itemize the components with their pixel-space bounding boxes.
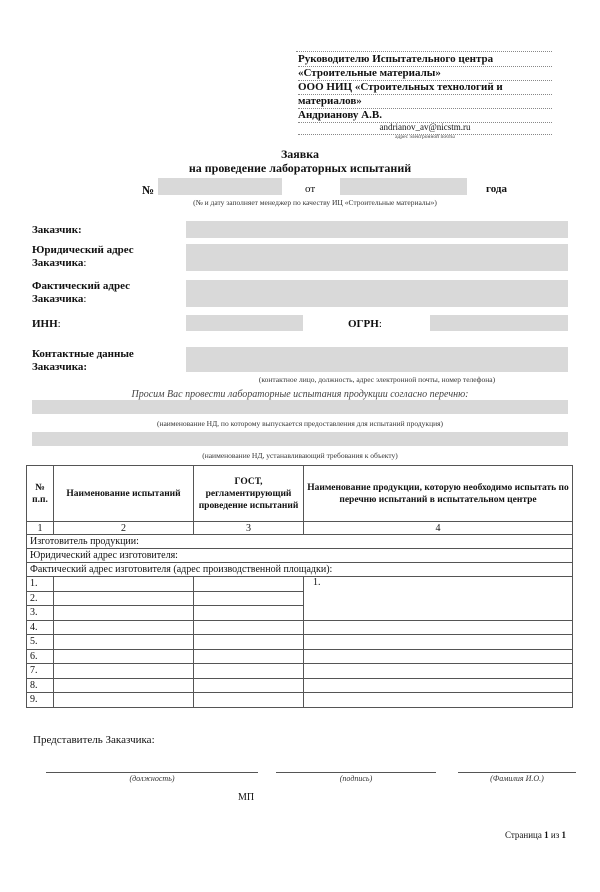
col-number-1: 1 bbox=[27, 522, 54, 535]
inn-label: ИНН: bbox=[32, 318, 61, 330]
addressee-line-2: «Строительные материалы» bbox=[298, 67, 552, 81]
contacts-label-2: Заказчика: bbox=[32, 361, 88, 373]
table-cell-product[interactable] bbox=[304, 678, 573, 693]
number-note: (№ и дату заполняет менеджер по качеству ИЦ «Строительные материалы») bbox=[193, 198, 437, 207]
addressee-line-3: ООО НИЦ «Строительных технологий и bbox=[298, 81, 552, 95]
table-cell-gost[interactable] bbox=[194, 693, 304, 708]
page-number: 1 bbox=[544, 830, 549, 840]
nd-product-field[interactable] bbox=[32, 400, 568, 414]
table-cell-gost[interactable] bbox=[194, 606, 304, 621]
table-cell-test[interactable] bbox=[54, 591, 194, 606]
customer-field[interactable] bbox=[186, 221, 568, 238]
actual-address-label bbox=[32, 280, 130, 306]
legal-address-label-1: Юридический адрес bbox=[32, 244, 134, 256]
table-cell-test[interactable] bbox=[54, 664, 194, 679]
table-row-number: 8. bbox=[27, 678, 54, 693]
table-row-number: 9. bbox=[27, 693, 54, 708]
legal-address-label-2: Заказчика: bbox=[32, 257, 87, 269]
table-cell-gost[interactable] bbox=[194, 678, 304, 693]
page-total: 1 bbox=[561, 830, 566, 840]
table-cell-gost[interactable] bbox=[194, 591, 304, 606]
table-row-number: 1. bbox=[27, 577, 54, 592]
position-caption: (должность) bbox=[129, 774, 175, 783]
contacts-label bbox=[32, 348, 134, 374]
table-cell-product[interactable] bbox=[304, 620, 573, 635]
table-row-number: 2. bbox=[27, 591, 54, 606]
header-gost: ГОСТ, регламентирующий проведение испытаний bbox=[194, 466, 304, 522]
table-cell-product[interactable] bbox=[304, 664, 573, 679]
table-row-number: 5. bbox=[27, 635, 54, 650]
table-cell-product[interactable] bbox=[304, 649, 573, 664]
title-line-2: на проведение лабораторных испытаний bbox=[188, 161, 412, 175]
product-cell[interactable] bbox=[304, 577, 573, 621]
table-cell-product[interactable] bbox=[304, 635, 573, 650]
nd-requirements-field[interactable] bbox=[32, 432, 568, 446]
actual-address-label-1: Фактический адрес bbox=[32, 280, 130, 292]
table-row-number: 6. bbox=[27, 649, 54, 664]
header-number: № п.п. bbox=[27, 466, 54, 522]
number-field[interactable] bbox=[158, 178, 282, 195]
signature-line[interactable] bbox=[276, 772, 436, 773]
table-cell-gost[interactable] bbox=[194, 635, 304, 650]
contacts-field[interactable] bbox=[186, 347, 568, 372]
table-cell-test[interactable] bbox=[54, 649, 194, 664]
signature-caption: (подпись) bbox=[339, 774, 373, 783]
request-text: Просим Вас провести лабораторные испытания продукции согласно перечню: bbox=[131, 389, 469, 400]
table-cell-gost[interactable] bbox=[194, 664, 304, 679]
ogrn-field[interactable] bbox=[430, 315, 568, 331]
contacts-label-1: Контактные данные bbox=[32, 348, 134, 360]
table-cell-test[interactable] bbox=[54, 693, 194, 708]
date-field[interactable] bbox=[340, 178, 467, 195]
manufacturer-actual-row[interactable]: Фактический адрес изготовителя (адрес производственной площадки): bbox=[27, 563, 573, 577]
table-cell-gost[interactable] bbox=[194, 649, 304, 664]
col-number-3: 3 bbox=[194, 522, 304, 535]
ogrn-label: ОГРН: bbox=[348, 318, 382, 330]
addressee-line-5: Андрианову А.В. bbox=[298, 109, 552, 123]
actual-address-label-2: Заказчика: bbox=[32, 293, 87, 305]
email-text: andrianov_av@nicstm.ru bbox=[379, 122, 471, 132]
position-line[interactable] bbox=[46, 772, 258, 773]
customer-label: Заказчик: bbox=[32, 224, 82, 236]
title-line-1: Заявка bbox=[280, 147, 320, 161]
manufacturer-row[interactable]: Изготовитель продукции: bbox=[27, 535, 573, 549]
addressee-line-4: материалов» bbox=[298, 95, 552, 109]
nd-product-note: (наименование НД, по которому выпускается предоставления для испытаний продукция) bbox=[156, 419, 444, 428]
actual-address-field[interactable] bbox=[186, 280, 568, 307]
table-row-number: 4. bbox=[27, 620, 54, 635]
number-sign: № bbox=[142, 183, 155, 197]
table-row-number: 7. bbox=[27, 664, 54, 679]
col-number-4: 4 bbox=[304, 522, 573, 535]
table-cell-test[interactable] bbox=[54, 678, 194, 693]
name-caption: (Фамилия И.О.) bbox=[490, 774, 544, 783]
table-cell-test[interactable] bbox=[54, 606, 194, 621]
header-test-name: Наименование испытаний bbox=[54, 466, 194, 522]
table-cell-test[interactable] bbox=[54, 620, 194, 635]
table-cell-product[interactable] bbox=[304, 693, 573, 708]
addressee-top-rule bbox=[296, 45, 552, 52]
nd-requirements-note: (наименование НД, устанавливающий требования к объекту) bbox=[202, 451, 398, 460]
product-first-number: 1. bbox=[313, 577, 321, 588]
table-cell-gost[interactable] bbox=[194, 577, 304, 592]
header-product: Наименование продукции, которую необходимо испытать по перечню испытаний в испытательном центре bbox=[304, 466, 573, 522]
table-cell-gost[interactable] bbox=[194, 620, 304, 635]
contacts-note: (контактное лицо, должность, адрес электронной почты, номер телефона) bbox=[258, 375, 496, 384]
inn-field[interactable] bbox=[186, 315, 303, 331]
date-from-label: от bbox=[305, 183, 316, 195]
addressee-line-1: Руководителю Испытательного центра bbox=[298, 53, 552, 67]
email-caption: адрес электронной почты bbox=[395, 134, 455, 140]
name-line[interactable] bbox=[458, 772, 576, 773]
year-label: года bbox=[486, 183, 507, 195]
page-counter bbox=[470, 830, 566, 840]
legal-address-field[interactable] bbox=[186, 244, 568, 271]
page-of: из bbox=[550, 830, 560, 840]
table-row-number: 3. bbox=[27, 606, 54, 621]
manufacturer-legal-row[interactable]: Юридический адрес изготовителя: bbox=[27, 549, 573, 563]
representative-label: Представитель Заказчика: bbox=[33, 734, 155, 746]
col-number-2: 2 bbox=[54, 522, 194, 535]
table-cell-test[interactable] bbox=[54, 635, 194, 650]
legal-address-label bbox=[32, 244, 134, 270]
stamp-label: МП bbox=[238, 792, 255, 803]
page-word: Страница bbox=[505, 830, 542, 840]
tests-table bbox=[26, 465, 573, 708]
table-cell-test[interactable] bbox=[54, 577, 194, 592]
